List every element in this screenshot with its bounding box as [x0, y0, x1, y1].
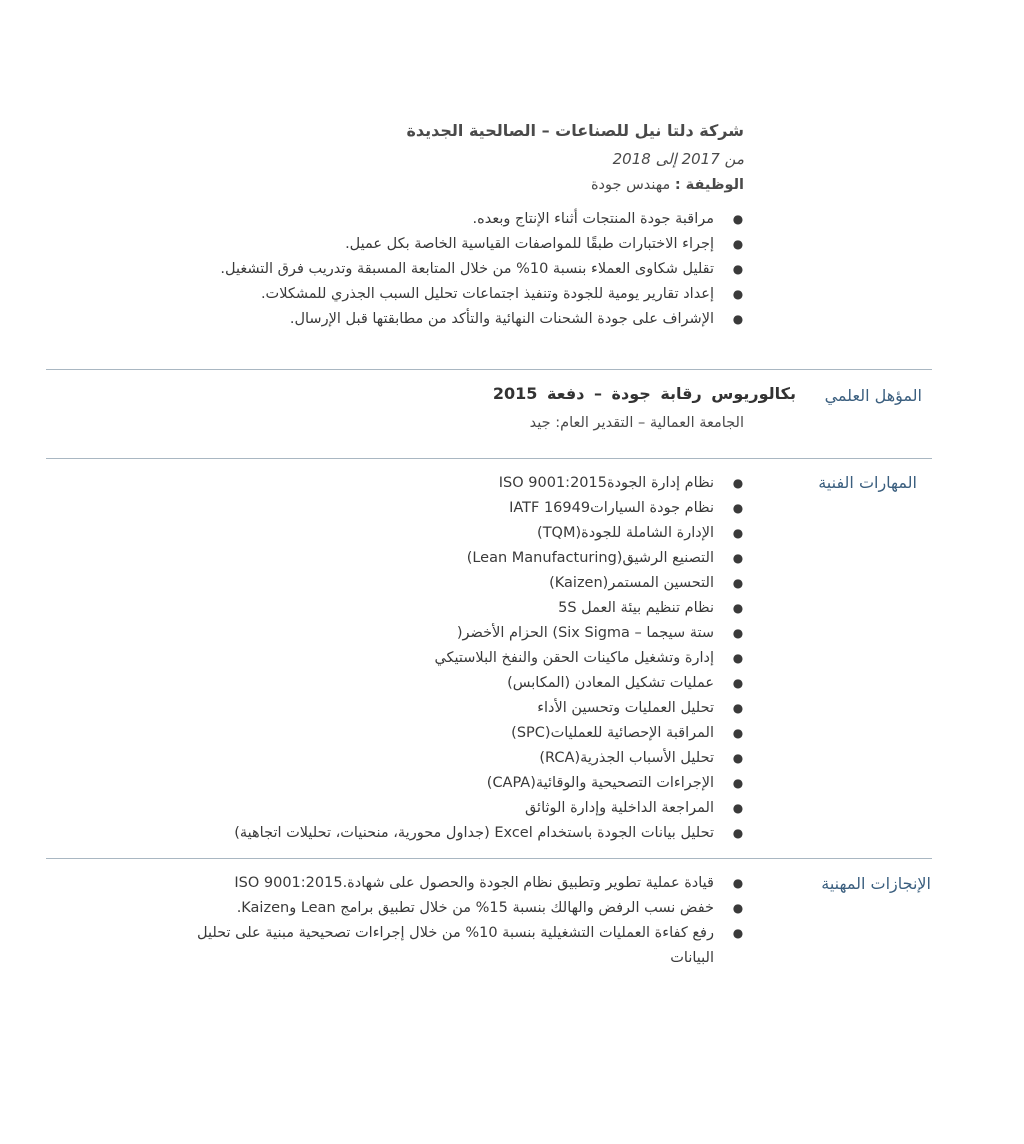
- section-divider: [46, 369, 932, 370]
- bullet-icon: ●: [732, 901, 744, 915]
- list-item: ● خفض نسب الرفض والهالك بنسبة 15% من خلال تطبيق برامج Lean وKaizen.: [197, 896, 744, 921]
- list-item: ● المراقبة الإحصائية للعمليات(SPC): [234, 721, 744, 746]
- job-title-label: الوظيفة :: [674, 177, 744, 193]
- list-item: ● إدارة وتشغيل ماكينات الحقن والنفخ البلاستيكي: [234, 646, 744, 671]
- bullet-icon: ●: [732, 726, 744, 740]
- company-name: شركة دلتا نيل للصناعات – الصالحية الجديدة: [406, 121, 744, 140]
- degree-title: بكالوريوس رقابة جودة – دفعة 2015: [492, 384, 796, 403]
- list-item: ● نظام جودة السياراتIATF 16949: [234, 496, 744, 521]
- bullet-icon: ●: [732, 476, 744, 490]
- education-section-label: المؤهل العلمي: [824, 386, 922, 405]
- list-item: ● عمليات تشكيل المعادن (المكابس): [234, 671, 744, 696]
- section-divider: [46, 858, 932, 859]
- bullet-icon: ●: [732, 526, 744, 540]
- bullet-icon: ●: [732, 237, 744, 251]
- bullet-icon: ●: [732, 287, 744, 301]
- bullet-icon: ●: [732, 776, 744, 790]
- list-item: ● الإشراف على جودة الشحنات النهائية والتأكد من مطابقتها قبل الإرسال.: [220, 307, 744, 332]
- list-item: ● قيادة عملية تطوير وتطبيق نظام الجودة والحصول على شهادة.ISO 9001:2015: [197, 871, 744, 896]
- experience-duties-list: [220, 207, 744, 332]
- bullet-icon: ●: [732, 312, 744, 326]
- list-item-continuation: البيانات: [670, 950, 714, 966]
- bullet-icon: ●: [732, 626, 744, 640]
- list-item: ● مراقبة جودة المنتجات أثناء الإنتاج وبعده.: [220, 207, 744, 232]
- bullet-icon: ●: [732, 801, 744, 815]
- skills-list: [234, 471, 744, 846]
- list-item: ● إعداد تقارير يومية للجودة وتنفيذ اجتماعات تحليل السبب الجذري للمشكلات.: [220, 282, 744, 307]
- list-item: ● نظام إدارة الجودةISO 9001:2015: [234, 471, 744, 496]
- university-info: الجامعة العمالية – التقدير العام: جيد: [529, 415, 744, 431]
- bullet-icon: ●: [732, 676, 744, 690]
- bullet-icon: ●: [732, 701, 744, 715]
- list-item: ● التحسين المستمر(Kaizen): [234, 571, 744, 596]
- bullet-icon: ●: [732, 551, 744, 565]
- list-item: ● التصنيع الرشيق(Lean Manufacturing): [234, 546, 744, 571]
- bullet-icon: ●: [732, 501, 744, 515]
- bullet-icon: ●: [732, 751, 744, 765]
- job-title: [591, 177, 744, 193]
- bullet-icon: ●: [732, 651, 744, 665]
- skills-section-label: المهارات الفنية: [818, 473, 917, 492]
- list-item: ● رفع كفاءة العمليات التشغيلية بنسبة 10% من خلال إجراءات تصحيحية مبنية على تحليل: [197, 921, 744, 946]
- list-item: ● تحليل العمليات وتحسين الأداء: [234, 696, 744, 721]
- bullet-icon: ●: [732, 601, 744, 615]
- list-item: ● المراجعة الداخلية وإدارة الوثائق: [234, 796, 744, 821]
- list-item: ● تقليل شكاوى العملاء بنسبة 10% من خلال المتابعة المسبقة وتدريب فرق التشغيل.: [220, 257, 744, 282]
- bullet-icon: ●: [732, 262, 744, 276]
- bullet-icon: ●: [732, 876, 744, 890]
- job-title-value: مهندس جودة: [590, 177, 671, 193]
- list-item: ● إجراء الاختبارات طبقًا للمواصفات القياسية الخاصة بكل عميل.: [220, 232, 744, 257]
- achievements-list: [197, 871, 744, 971]
- list-item: ● تحليل بيانات الجودة باستخدام Excel (جداول محورية، منحنيات، تحليلات اتجاهية): [234, 821, 744, 846]
- section-divider: [46, 458, 932, 459]
- bullet-icon: ●: [732, 212, 744, 226]
- bullet-icon: ●: [732, 926, 744, 940]
- list-item: ● الإجراءات التصحيحية والوقائية(CAPA): [234, 771, 744, 796]
- bullet-icon: ●: [732, 826, 744, 840]
- employment-dates: من 2017 إلى 2018: [612, 150, 744, 168]
- list-item: ● نظام تنظيم بيئة العمل 5S: [234, 596, 744, 621]
- list-item: ● تحليل الأسباب الجذرية(RCA): [234, 746, 744, 771]
- achievements-section-label: الإنجازات المهنية: [821, 874, 931, 893]
- list-item: ● ستة سيجما – Six Sigma) الحزام الأخضر(: [234, 621, 744, 646]
- bullet-icon: ●: [732, 576, 744, 590]
- list-item: ● الإدارة الشاملة للجودة(TQM): [234, 521, 744, 546]
